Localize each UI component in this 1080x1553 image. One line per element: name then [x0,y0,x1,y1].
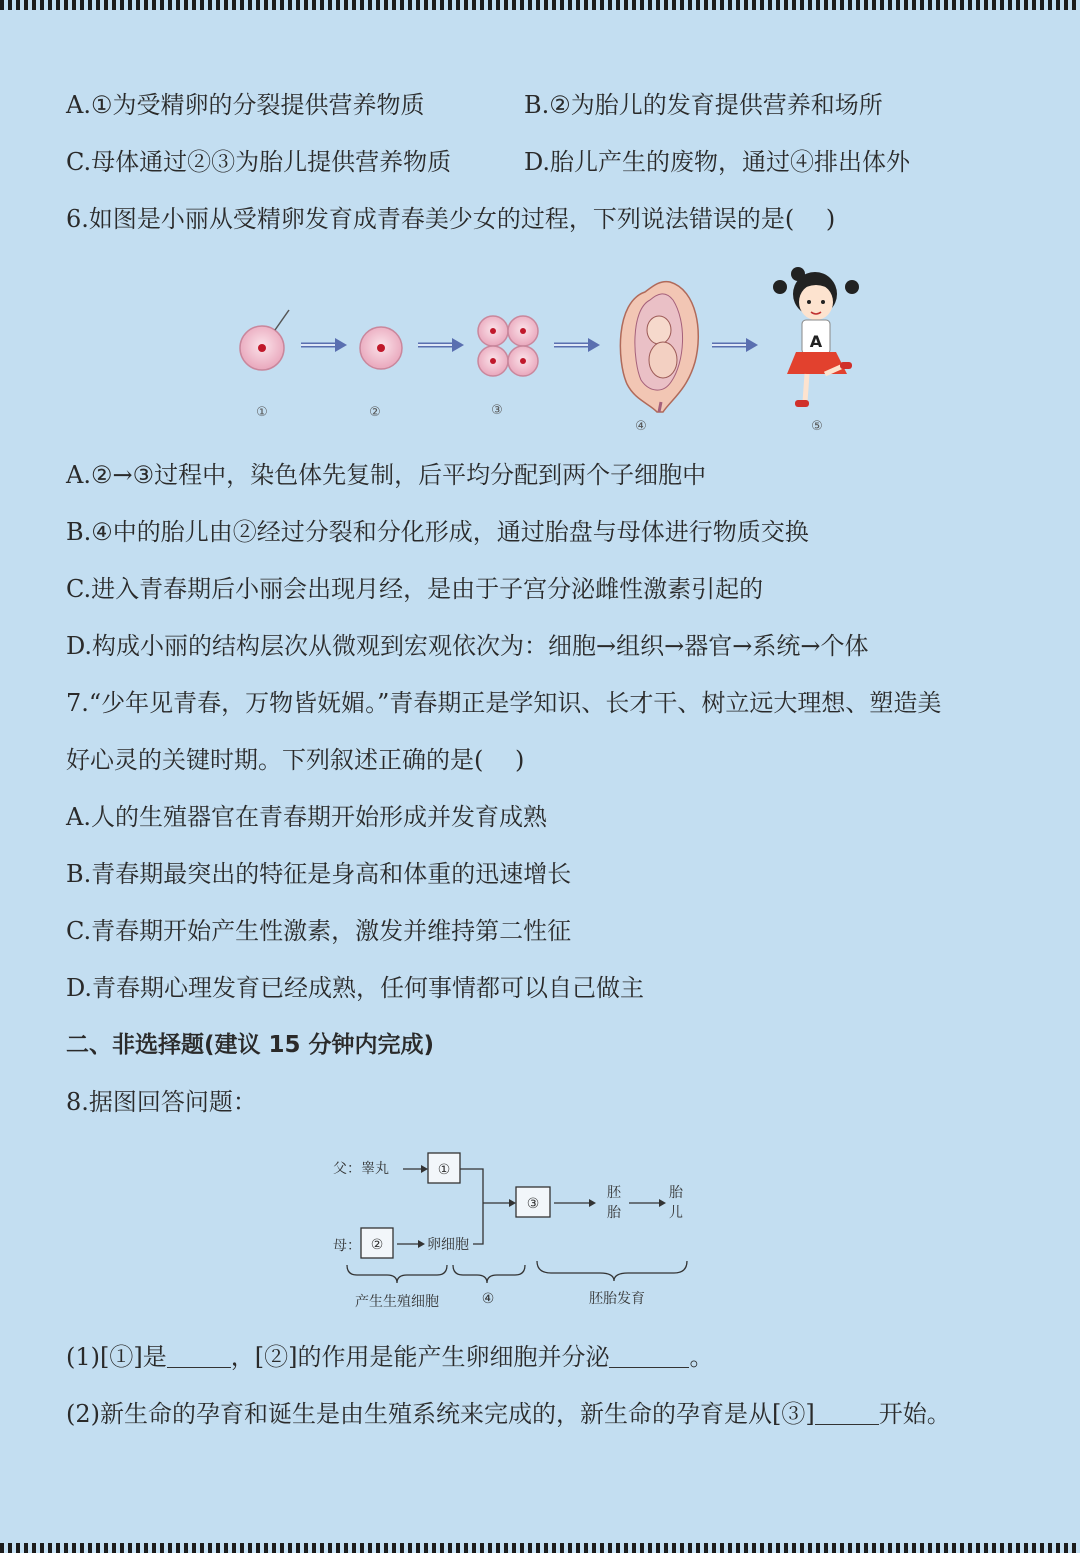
zygote-icon [360,327,402,369]
girl-icon [773,267,859,407]
q8-sub2 [66,1397,951,1431]
egg-cell-label: 卵细胞 [427,1237,469,1253]
top-border [0,0,1080,10]
q6-option-a: A.②→③过程中，染色体先复制，后平均分配到两个子细胞中 [66,461,707,489]
answer-blank-1[interactable] [167,1345,231,1368]
box-2-label: ② [370,1237,384,1253]
embryo-label-2: 胎 [607,1205,621,1221]
brace-label-gametes: 产生生殖细胞 [355,1294,439,1310]
figure-label-5: ⑤ [811,419,823,434]
arrow-icon [554,338,600,352]
reproduction-flow-diagram [325,1145,705,1320]
fetus-label-2: 儿 [669,1205,683,1221]
q8-sub1-part1: (1)[①]是 [66,1343,167,1371]
mother-label: 母： [333,1238,361,1254]
q6-option-b: B.④中的胎儿由②经过分裂和分化形成，通过胎盘与母体进行物质交换 [66,518,809,546]
arrow-icon [301,338,347,352]
q7-stem-line2: 好心灵的关键时期。下列叙述正确的是( ) [66,746,525,774]
fetus-label-1: 胎 [669,1185,683,1201]
arrow-icon [712,338,758,352]
figure-label-2: ② [369,405,381,420]
q5-option-b: B.②为胎儿的发育提供营养和场所 [524,91,883,119]
brace-label-embryo-development: 胚胎发育 [589,1291,645,1307]
q8-sub1 [66,1340,713,1374]
embryo-label-1: 胚 [607,1185,621,1201]
q7-option-a: A.人的生殖器官在青春期开始形成并发育成熟 [66,803,547,831]
girl-shirt-letter: A [809,332,823,351]
box-3-label: ③ [526,1196,540,1212]
box-1-label: ① [437,1162,451,1178]
brace-label-4: ④ [481,1291,495,1307]
q6-option-c: C.进入青春期后小丽会出现月经，是由于子宫分泌雌性激素引起的 [66,575,764,603]
q6-option-d: D.构成小丽的结构层次从微观到宏观依次为：细胞→组织→器官→系统→个体 [66,632,869,660]
q8-sub2-part1: (2)新生命的孕育和诞生是由生殖系统来完成的，新生命的孕育是从[③] [66,1400,815,1428]
arrow-icon [418,338,464,352]
q7-option-b: B.青春期最突出的特征是身高和体重的迅速增长 [66,860,572,888]
answer-blank-3[interactable] [815,1402,879,1425]
q7-option-d: D.青春期心理发育已经成熟，任何事情都可以自己做主 [66,974,645,1002]
figure-label-1: ① [256,405,268,420]
father-label: 父：睾丸 [333,1161,389,1177]
bottom-border [0,1543,1080,1553]
q5-option-c: C.母体通过②③为胎儿提供营养物质 [66,148,452,176]
q8-sub1-part2: ，[②]的作用是能产生卵细胞并分泌 [230,1343,610,1371]
development-figure [225,262,875,437]
q5-option-a: A.①为受精卵的分裂提供营养物质 [66,91,425,119]
q8-sub1-part3: 。 [689,1343,714,1371]
q8-sub2-part2: 开始。 [878,1400,951,1428]
four-cell-stage-icon [478,316,538,376]
figure-label-3: ③ [491,403,503,418]
figure-label-4: ④ [635,419,647,434]
fetus-in-uterus-icon [620,282,698,412]
fertilized-egg-with-sperm-icon [240,310,289,370]
q6-stem: 6.如图是小丽从受精卵发育成青春美少女的过程，下列说法错误的是( ) [66,205,836,233]
q8-stem: 8.据图回答问题： [66,1088,257,1116]
section-title: 二、非选择题(建议 15 分钟内完成) [66,1032,435,1058]
q7-stem-line1: 7.“少年见青春，万物皆妩媚。”青春期正是学知识、长才干、树立远大理想、塑造美 [66,689,942,717]
q5-option-d: D.胎儿产生的废物，通过④排出体外 [524,148,911,176]
q7-option-c: C.青春期开始产生性激素，激发并维持第二性征 [66,917,572,945]
answer-blank-2[interactable] [609,1345,689,1368]
